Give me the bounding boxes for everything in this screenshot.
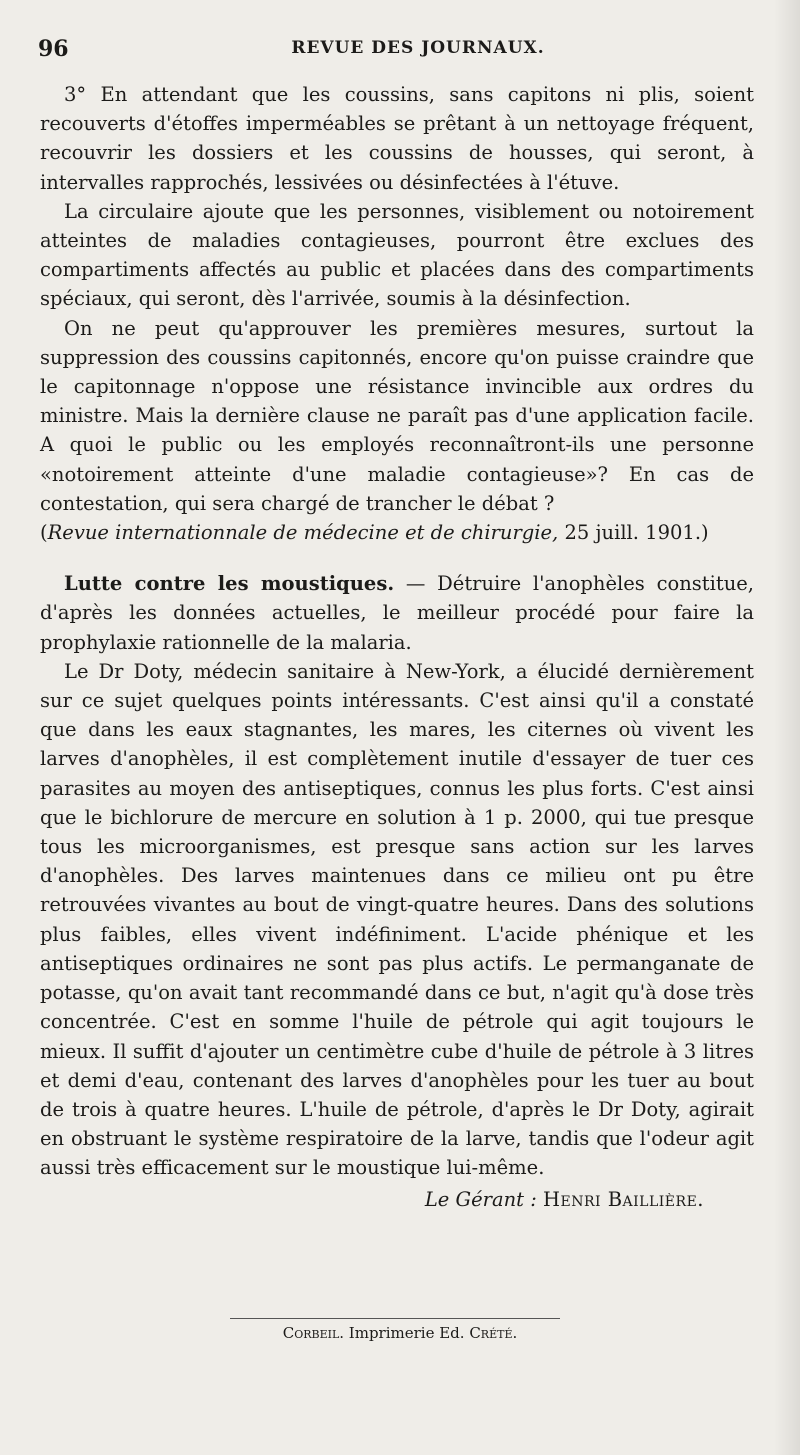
article-body xyxy=(40,80,754,1214)
signature xyxy=(40,1185,754,1214)
imprint-printer: Crété. xyxy=(469,1324,518,1342)
signature-name: Henri Baillière. xyxy=(542,1187,704,1211)
page-number: 96 xyxy=(38,36,69,62)
source-citation xyxy=(40,518,754,547)
section-gap xyxy=(40,547,754,569)
section-title: Lutte contre les moustiques. xyxy=(64,572,395,596)
running-title: REVUE DES JOURNAUX. xyxy=(291,38,545,58)
paragraph-2: La circulaire ajoute que les personnes, visiblement ou notoirement atteintes de maladies contagieuses, pourront être exclues des compartiments affectés au public et placées dans des compartiments spéciaux, qui seront, dès l'arrivée, soumis à la désinfection. xyxy=(40,199,754,311)
paragraph-1: 3° En attendant que les coussins, sans capitons ni plis, soient recouverts d'étoffes imperméables se prêtant à un nettoyage fréquent, recouvrir les dossiers et les coussins de housses, qui seront, à intervalles rapprochés, lessivées ou désinfectées à l'étuve. xyxy=(40,83,754,194)
paragraph-4-text: — Détruire l'anophèles constitue, d'après les données actuelles, le meilleur procédé pour faire la prophylaxie rationnelle de la malaria. xyxy=(40,572,754,654)
source-journal: Revue internationnale de médecine et de chirurgie, xyxy=(47,521,559,545)
imprint-text: Imprimerie Ed. xyxy=(344,1324,470,1342)
page-header xyxy=(38,36,758,66)
source-open: ( xyxy=(40,521,48,545)
paragraph-4 xyxy=(40,569,754,657)
imprint-place: Corbeil. xyxy=(282,1324,345,1342)
signature-label: Le Gérant : xyxy=(424,1187,537,1211)
source-date: 25 juill. 1901.) xyxy=(558,521,709,545)
page-edge-shadow xyxy=(774,0,800,1455)
imprint xyxy=(0,1324,800,1342)
paragraph-5: Le Dr Doty, médecin sanitaire à New-York, a élucidé dernièrement sur ce sujet quelques points intéressants. C'est ainsi qu'il a constaté que dans les eaux stagnantes, les mares, les citernes où vivent les larves d'anophèles, il est complètement inutile d'essayer de tuer ces parasites au moyen des antiseptiques, connus les plus forts. C'est ainsi que le bichlorure de mercure en solution à 1 p. 2000, qui tue presque tous les microorganismes, est presque sans action sur les larves d'anophèles. Des larves maintenues dans ce milieu ont pu être retrouvées vivantes au bout de vingt-quatre heures. Dans des solutions plus faibles, elles vivent indéfiniment. L'acide phénique et les antiseptiques ordinaires ne sont pas plus actifs. Le permanganate de potasse, qu'on avait tant recommandé dans ce but, n'agit qu'à dose très concentrée. C'est en somme l'huile de pétrole qui agit toujours le mieux. Il suffit d'ajouter un centimètre cube d'huile de pétrole à 3 litres et demi d'eau, contenant des larves d'anophèles pour les tuer au bout de trois à quatre heures. L'huile de pétrole, d'après le Dr Doty, agirait en obstruant le système respiratoire de la larve, tandis que l'odeur agit aussi très efficacement sur le moustique lui-même. xyxy=(40,659,754,1180)
footer-rule xyxy=(230,1318,560,1319)
paragraph-3: On ne peut qu'approuver les premières mesures, surtout la suppression des coussins capitonnés, encore qu'on puisse craindre que le capitonnage n'oppose une résistance invincible aux ordres du ministre. Mais la dernière clause ne paraît pas d'une application facile. A quoi le public ou les employés reconnaîtront-ils une personne «notoirement atteinte d'une maladie contagieuse»? En cas de contestation, qui sera chargé de trancher le débat ? xyxy=(40,316,754,515)
